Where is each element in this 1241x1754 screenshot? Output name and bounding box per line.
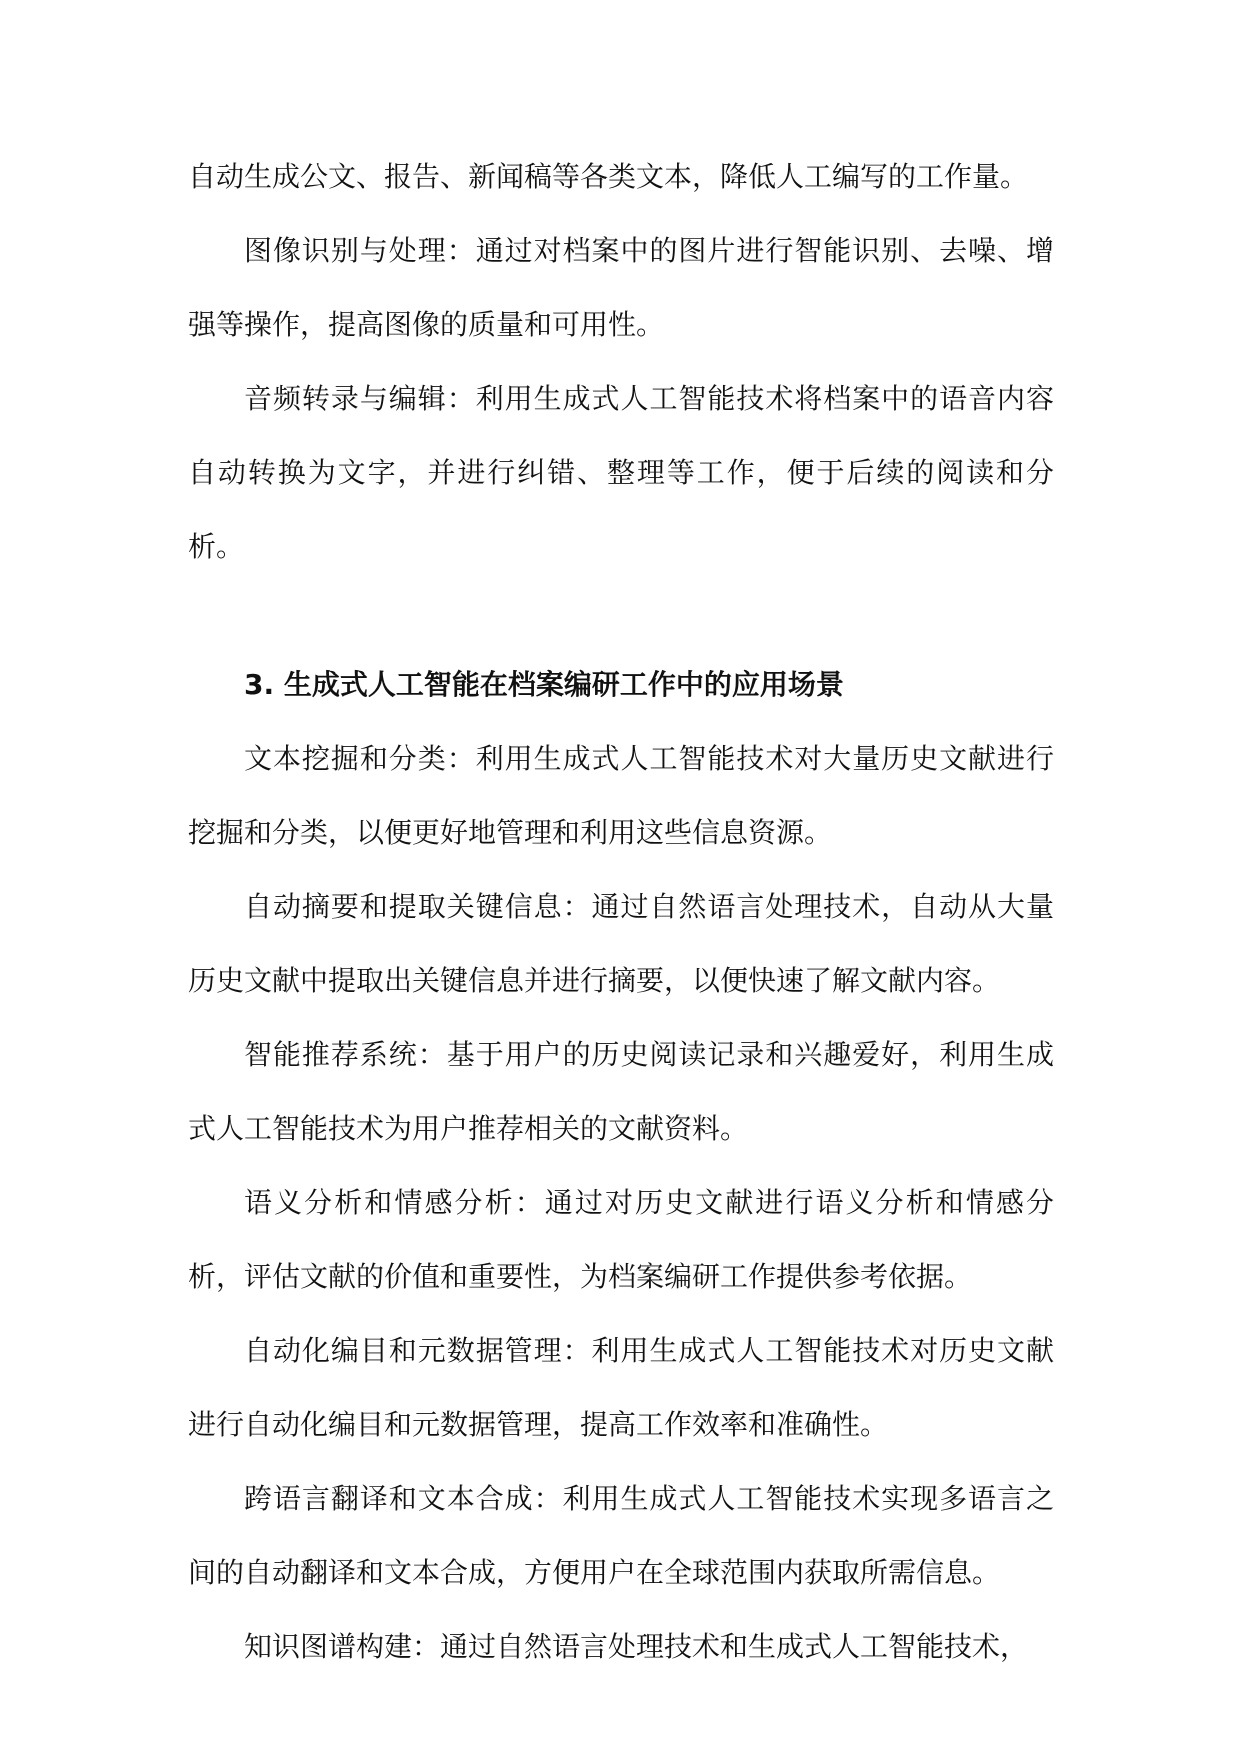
paragraph-cataloging: 自动化编目和元数据管理：利用生成式人工智能技术对历史文献进行自动化编目和元数据管理，提高工作效率和准确性。 bbox=[188, 1334, 1054, 1441]
paragraph-recommendation: 智能推荐系统：基于用户的历史阅读记录和兴趣爱好，利用生成式人工智能技术为用户推荐相关的文献资料。 bbox=[188, 1038, 1054, 1145]
paragraph-audio-transcription: 音频转录与编辑：利用生成式人工智能技术将档案中的语音内容自动转换为文字，并进行纠错、整理等工作，便于后续的阅读和分析。 bbox=[188, 382, 1054, 563]
paragraph-continuation: 自动生成公文、报告、新闻稿等各类文本，降低人工编写的工作量。 bbox=[188, 160, 1029, 193]
paragraph-image-recognition: 图像识别与处理：通过对档案中的图片进行智能识别、去噪、增强等操作，提高图像的质量和可用性。 bbox=[188, 234, 1054, 341]
paragraph-semantic-analysis: 语义分析和情感分析：通过对历史文献进行语义分析和情感分析，评估文献的价值和重要性，为档案编研工作提供参考依据。 bbox=[188, 1186, 1054, 1293]
document-body bbox=[188, 140, 1054, 1684]
paragraph-knowledge-graph: 知识图谱构建：通过自然语言处理技术和生成式人工智能技术， bbox=[244, 1630, 1029, 1663]
paragraph-translation: 跨语言翻译和文本合成：利用生成式人工智能技术实现多语言之间的自动翻译和文本合成，方便用户在全球范围内获取所需信息。 bbox=[188, 1482, 1054, 1589]
paragraph-text-mining: 文本挖掘和分类：利用生成式人工智能技术对大量历史文献进行挖掘和分类，以便更好地管理和利用这些信息资源。 bbox=[188, 742, 1054, 849]
section-heading: 3. 生成式人工智能在档案编研工作中的应用场景 bbox=[244, 668, 844, 701]
paragraph-auto-summary: 自动摘要和提取关键信息：通过自然语言处理技术，自动从大量历史文献中提取出关键信息并进行摘要，以便快速了解文献内容。 bbox=[188, 890, 1054, 997]
section-spacer bbox=[188, 584, 1054, 648]
